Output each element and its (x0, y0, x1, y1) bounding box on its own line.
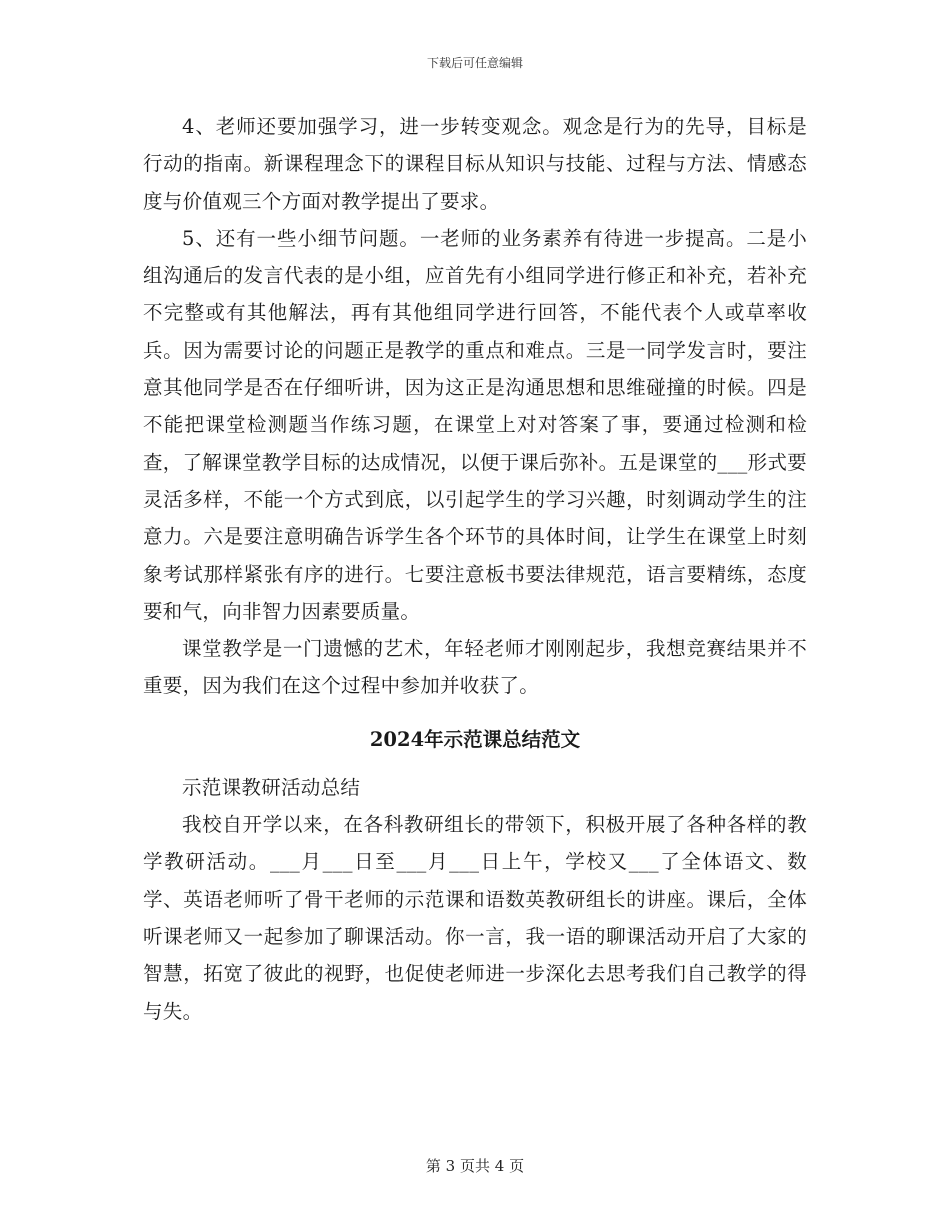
paragraph-item-5: 5、还有一些小细节问题。一老师的业务素养有待进一步提高。二是小组沟通后的发言代表的是小组，应首先有小组同学进行修正和补充，若补充不完整或有其他解法，再有其他组同学进行回答，不能代表个人或草率收兵。因为需要讨论的问题正是教学的重点和难点。三是一同学发言时，要注意其他同学是否在仔细听讲，因为这正是沟通思想和思维碰撞的时候。四是不能把课堂检测题当作练习题，在课堂上对对答案了事，要通过检测和检查，了解课堂教学目标的达成情况，以便于课后弥补。五是课堂的___形式要灵活多样，不能一个方式到底，以引起学生的学习兴趣，时刻调动学生的注意力。六是要注意明确告诉学生各个环节的具体时间，让学生在课堂上时刻象考试那样紧张有序的进行。七要注意板书要法律规范，语言要精练，态度要和气，向非智力因素要质量。 (143, 226, 807, 623)
page-header-note: 下载后可任意编辑 (426, 56, 523, 70)
section-title: 2024年示范课总结范文 (369, 727, 581, 751)
paragraph-item-4: 4、老师还要加强学习，进一步转变观念。观念是行为的先导，目标是行动的指南。新课程理念下的课程目标从知识与技能、过程与方法、情感态度与价值观三个方面对教学提出了要求。 (143, 115, 807, 213)
paragraph-conclusion: 课堂教学是一门遗憾的艺术，年轻老师才刚刚起步，我想竞赛结果并不重要，因为我们在这个过程中参加并收获了。 (143, 637, 807, 698)
paragraph-activity-summary: 我校自开学以来，在各科教研组长的带领下，积极开展了各种各样的教学教研活动。___月___日至___月___日上午，学校又___了全体语文、数学、英语老师听了骨干老师的示范课和语数英教研组长的讲座。课后，全体听课老师又一起参加了聊课活动。你一言，我一语的聊课活动开启了大家的智慧，拓宽了彼此的视野，也促使老师进一步深化去思考我们自己教学的得与失。 (143, 813, 807, 1023)
page-number-footer: 第 3 页共 4 页 (425, 1157, 525, 1175)
document-body (143, 108, 807, 1030)
paragraph-subtitle: 示范课教研活动总结 (182, 775, 361, 799)
